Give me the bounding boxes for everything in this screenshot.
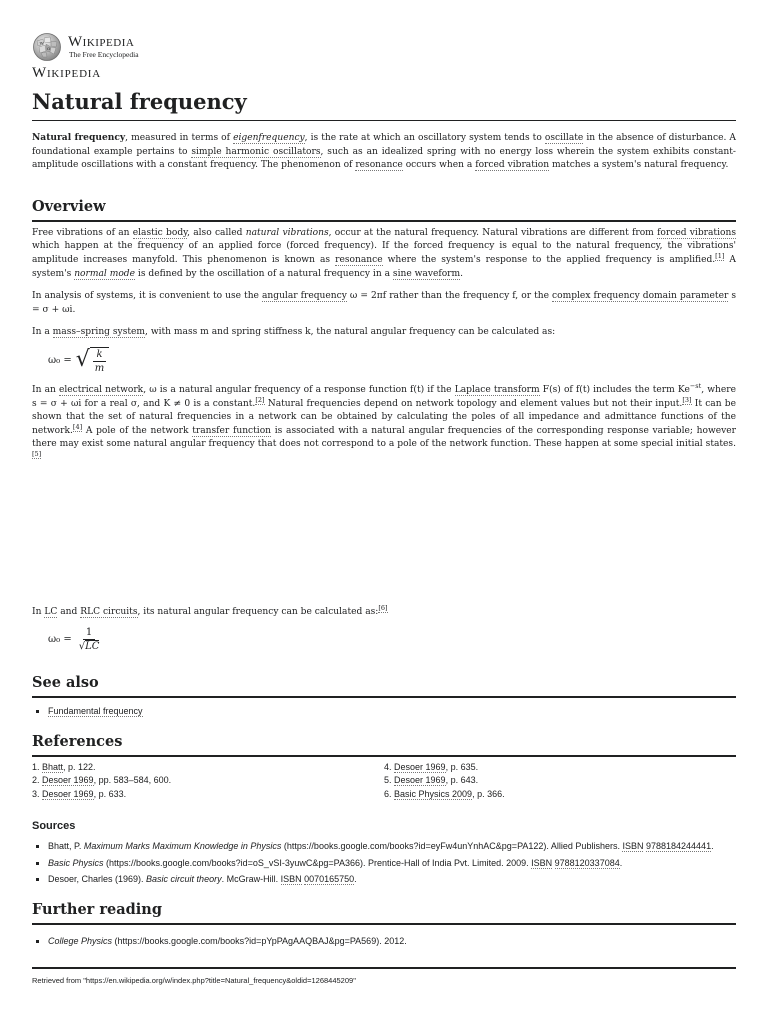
text: Free vibrations of an: [32, 227, 133, 238]
text: In: [32, 606, 45, 617]
text: .: [460, 268, 464, 279]
text: , p. 366.: [472, 788, 505, 799]
link-eigenfrequency[interactable]: eigenfrequency: [233, 133, 305, 143]
citation-1[interactable]: [1]: [715, 251, 725, 260]
reference-item: [32, 788, 384, 802]
link-forced-vibrations[interactable]: forced vibrations: [657, 227, 736, 238]
text: , p. 643.: [445, 775, 479, 786]
citation-3[interactable]: [3]: [682, 395, 692, 404]
text: in the absence of disturbance. A foundational example pertains to: [32, 133, 736, 157]
link-resonance-2[interactable]: resonance: [335, 254, 383, 265]
link-angular-frequency[interactable]: angular frequency: [261, 291, 347, 302]
section-heading-references: References: [32, 732, 736, 757]
text: . McGraw-Hill.: [221, 874, 281, 885]
text: Desoer, Charles (1969).: [48, 874, 147, 885]
link-forced-vibration[interactable]: forced vibration: [475, 160, 550, 171]
fraction-denominator: m: [94, 362, 105, 374]
text: In an: [32, 384, 59, 395]
sqrt-body: [90, 347, 109, 375]
link-simple-harmonic-oscillators[interactable]: simple harmonic oscillators: [191, 146, 321, 157]
text: , also called: [187, 227, 246, 238]
book-title[interactable]: Basic Physics: [48, 857, 104, 868]
source-item: [48, 857, 736, 870]
text: F(s) of f(t) includes the term Ke: [539, 384, 690, 395]
link-fundamental-frequency[interactable]: Fundamental frequency: [48, 706, 143, 717]
references-column-left: [32, 761, 384, 802]
text: .: [354, 874, 357, 885]
reference-item: [32, 774, 384, 788]
text: , such as an idealized spring with no energy loss wherein the system exhibits constant-amplitude oscillations with a constant frequency. The phenomenon of: [32, 146, 737, 171]
text: , measured in terms of: [125, 133, 234, 143]
wordmark: Wikipedia: [68, 34, 135, 50]
sqrt-sign: √: [75, 346, 90, 372]
text: It can be shown that the set of natural frequencies in a network can be obtained by calculating the poles of all impedance and admittance functions of the network.: [32, 398, 737, 436]
formula-mass-spring: [48, 346, 736, 376]
sqrt: [76, 347, 110, 375]
reference-number: 6.: [384, 788, 395, 799]
link-rlc-circuits[interactable]: RLC circuits: [80, 606, 138, 617]
link-isbn-number[interactable]: 9788184244441: [646, 841, 712, 852]
link-isbn[interactable]: ISBN: [531, 857, 553, 868]
link-mass-spring-system[interactable]: mass–spring system: [52, 327, 146, 338]
text: A pole of the network: [82, 425, 193, 436]
link-transfer-function[interactable]: transfer function: [192, 425, 272, 436]
reference-link[interactable]: Basic Physics 2009: [394, 788, 473, 799]
text: , is the rate at which an oscillatory system tends to: [304, 133, 545, 143]
text: , with mass m and spring stiffness k, the natural angular frequency can be calculated as:: [145, 327, 556, 338]
reference-number: 1.: [32, 761, 43, 772]
link-isbn[interactable]: ISBN: [622, 841, 644, 852]
fraction-numerator: k: [93, 348, 105, 362]
reference-item: [384, 761, 736, 775]
formula-lc: [48, 623, 736, 655]
reference-number: 4.: [384, 761, 395, 772]
overview-paragraph-3: [32, 326, 736, 340]
reference-link[interactable]: Desoer 1969: [42, 775, 94, 786]
book-title[interactable]: College Physics: [48, 935, 113, 946]
link-oscillate[interactable]: oscillate: [544, 133, 584, 143]
link-electrical-network[interactable]: electrical network: [58, 384, 144, 395]
further-reading-list: [32, 935, 736, 948]
svg-text:Ω: Ω: [47, 46, 51, 51]
link-isbn-number[interactable]: 0070165750: [304, 874, 355, 885]
text: ω = 2πf rather than the frequency f, or the: [346, 291, 553, 302]
reference-item: [384, 774, 736, 788]
citation-2[interactable]: [2]: [255, 395, 265, 404]
sources-list: [32, 840, 736, 886]
svg-text:W: W: [39, 40, 44, 46]
reference-item: [32, 761, 384, 775]
tagline: The Free Encyclopedia: [69, 50, 139, 59]
overview-paragraph-1: [32, 227, 736, 281]
citation-5[interactable]: [5]: [32, 449, 42, 458]
text: is defined by the oscillation of a natural frequency in a: [135, 268, 393, 279]
reference-link[interactable]: Desoer 1969: [42, 788, 94, 799]
overview-paragraph-4: [32, 381, 737, 466]
fraction-denominator: √LC: [78, 640, 100, 652]
further-reading-item: [48, 935, 736, 948]
book-title[interactable]: Maximum Marks Maximum Knowledge in Physics: [83, 841, 282, 852]
text: , pp. 583–584, 600.: [93, 775, 172, 786]
retrieved-from: Retrieved from "https://en.wikipedia.org/w/index.php?title=Natural_frequency&oldid=1268445209": [32, 976, 356, 986]
overview-paragraph-5: [32, 603, 736, 620]
formula-lhs: ω₀ =: [48, 633, 72, 645]
reference-link[interactable]: Bhatt: [42, 761, 64, 772]
text: (https://books.google.com/books?id=oS_vSI-3yuwC&pg=PA366). Prentice-Hall of India Pvt. Limited. 2009.: [103, 857, 532, 868]
citation-4[interactable]: [4]: [72, 422, 83, 431]
text: , p. 633.: [93, 788, 127, 799]
source-item: [48, 840, 736, 853]
text: where the system's response to the applied frequency is amplified.: [382, 254, 716, 265]
text: , p. 122.: [63, 761, 96, 772]
text: In a: [32, 327, 53, 338]
wikipedia-globe-icon: [32, 32, 62, 62]
text: Bhatt, P.: [48, 841, 84, 852]
book-title: Basic circuit theory: [146, 874, 222, 885]
article-page: [32, 30, 736, 986]
fraction: [76, 626, 103, 653]
text: (https://books.google.com/books?id=pYpPAgAAQBAJ&pg=PA569). 2012.: [112, 935, 407, 946]
superscript: −st: [689, 381, 702, 390]
text: and: [57, 606, 81, 617]
reference-item: [384, 788, 736, 802]
text: which happen at the frequency of an applied force (forced frequency). If the forced frequency is equal to the natural frequency, the vibrations' amplitude increases manyfold. This phenomenon is known as: [32, 241, 736, 265]
link-complex-frequency-domain-parameter[interactable]: complex frequency domain parameter: [552, 291, 729, 302]
wordmark-large: Wikipedia: [32, 65, 102, 81]
text: (https://books.google.com/books?id=eyFw4unYnhAC&pg=PA122). Allied Publishers.: [281, 841, 623, 852]
text: , occur at the natural frequency. Natural vibrations are different from: [328, 227, 658, 238]
wikipedia-logo[interactable]: [32, 30, 736, 64]
reference-number: 5.: [384, 775, 395, 786]
text: In analysis of systems, it is convenient to use the: [32, 291, 262, 302]
page-title: Natural frequency: [32, 88, 736, 121]
section-heading-see-also: See also: [32, 673, 736, 698]
intro-paragraph: [32, 131, 736, 173]
text: is associated with a natural angular frequencies of the corresponding response variable; however there may exist some natural angular frequency that does not correspond to a pole of the network function. These happen at some special initial states.: [32, 425, 736, 450]
references-list: [32, 761, 736, 802]
text: s = σ + ωi.: [32, 291, 736, 315]
text: , its natural angular frequency can be calculated as:: [137, 606, 379, 617]
link-isbn[interactable]: ISBN: [280, 874, 302, 885]
footer-divider: [32, 967, 736, 969]
references-column-right: [384, 761, 736, 802]
link-normal-mode[interactable]: normal mode: [74, 268, 136, 279]
link-resonance[interactable]: resonance: [355, 160, 403, 171]
section-heading-further-reading: Further reading: [32, 900, 736, 925]
overview-paragraph-2: [32, 290, 736, 317]
text: A system's: [32, 254, 736, 279]
section-heading-overview: Overview: [32, 197, 736, 222]
formula-lhs: ω₀ =: [48, 355, 72, 367]
reference-number: 3.: [32, 788, 43, 799]
text: occurs when a: [402, 160, 476, 171]
bold-term: Natural frequency: [32, 132, 126, 143]
see-also-list: [32, 705, 736, 718]
link-laplace-transform[interactable]: Laplace transform: [454, 384, 540, 395]
text: , ω is a natural angular frequency of a response function f(t) if the: [143, 384, 455, 395]
source-item: [48, 873, 736, 886]
citation-6[interactable]: [6]: [378, 603, 388, 612]
fraction-numerator: 1: [83, 626, 95, 640]
text: .: [619, 857, 623, 868]
reference-link[interactable]: Desoer 1969: [394, 775, 446, 786]
reference-number: 2.: [32, 775, 43, 786]
link-isbn-number[interactable]: 9788120337084: [554, 857, 620, 868]
link-sine-waveform[interactable]: sine waveform: [392, 268, 461, 279]
fraction: [92, 348, 107, 375]
link-elastic-body[interactable]: elastic body: [132, 227, 188, 238]
section-heading-sources: Sources: [32, 820, 76, 833]
list-item: [48, 705, 736, 718]
text: .: [711, 841, 714, 852]
text: , p. 635.: [445, 761, 479, 772]
text: matches a system's natural frequency.: [549, 160, 729, 171]
reference-link[interactable]: Desoer 1969: [394, 761, 446, 772]
text: Natural frequencies depend on network topology and element values but not their input.: [264, 398, 683, 409]
sqrt-body: LC: [85, 640, 100, 652]
text: , where s = σ + ωi for a real σ, and K ≠ 0 is a constant.: [32, 384, 736, 409]
italic-term: natural vibrations: [245, 227, 329, 238]
link-lc[interactable]: LC: [44, 606, 58, 617]
